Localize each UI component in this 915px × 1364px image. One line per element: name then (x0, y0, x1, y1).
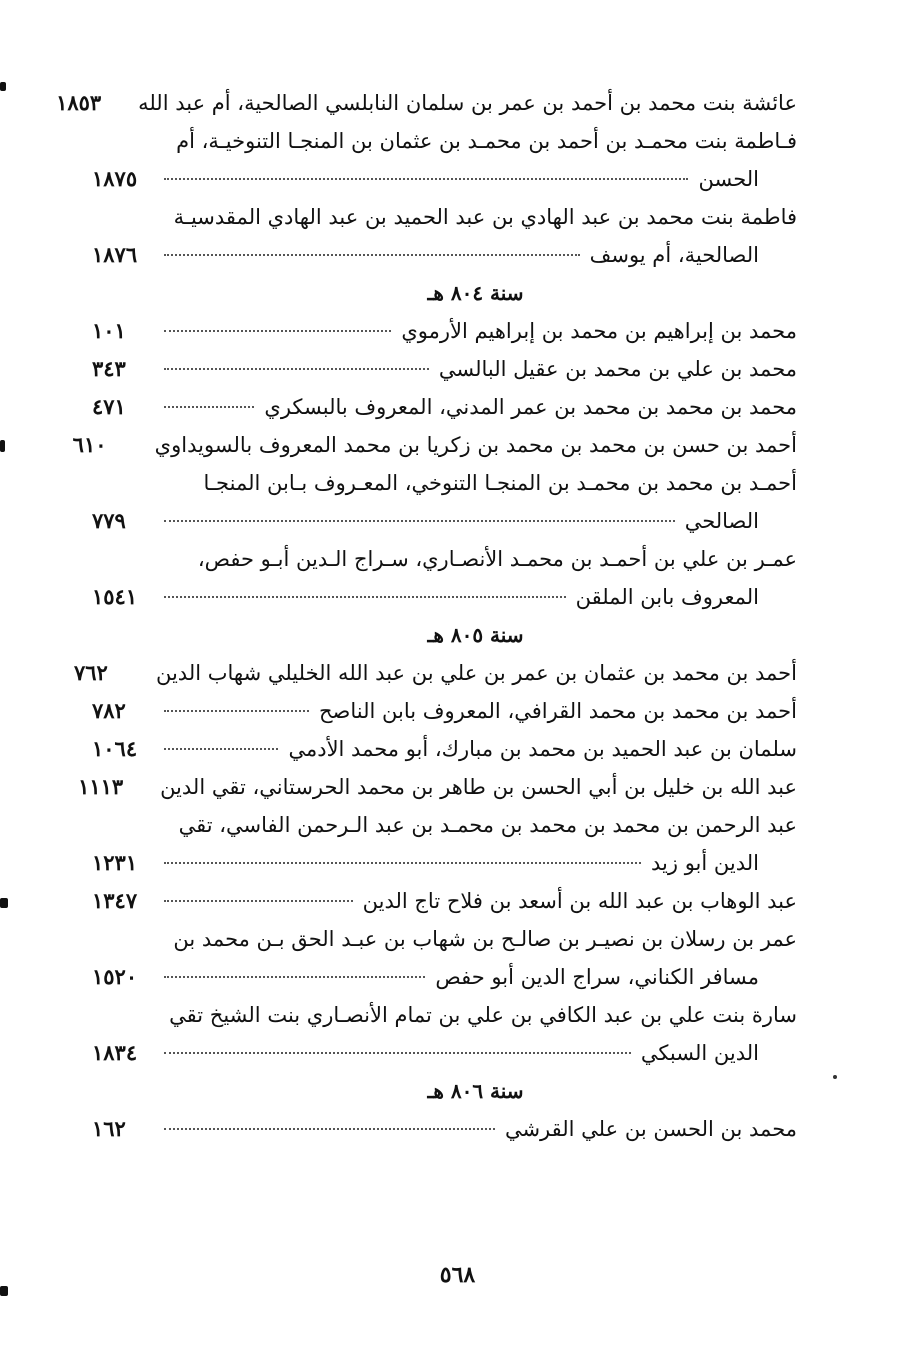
entry-line (92, 996, 797, 1034)
index-entry (92, 350, 797, 388)
dot-leader (164, 330, 391, 332)
index-entry (56, 84, 797, 122)
ink-speck (833, 1075, 837, 1079)
entry-line (92, 578, 797, 616)
entry-number: ٦١٠ (72, 432, 107, 457)
entry-line (92, 958, 797, 996)
entry-line (92, 464, 797, 502)
left-edge-mark (0, 1286, 8, 1296)
entry-number: ٧٦٢ (73, 660, 108, 685)
year-heading: سنة ٨٠٤ هـ (427, 281, 524, 305)
entry-line (92, 160, 797, 198)
left-edge-mark (0, 82, 6, 91)
index-entry (92, 540, 797, 616)
entry-line (56, 84, 797, 122)
index-entry (72, 426, 797, 464)
entry-number: ١٨٥٣ (56, 90, 102, 115)
entry-line (72, 426, 797, 464)
index-entry (92, 388, 797, 426)
entry-number: ٧٧٩ (92, 508, 126, 533)
entry-number: ١٦٢ (92, 1116, 126, 1141)
entry-text: عمر بن رسلان بن نصيـر بن صالـح بن شهاب بن عبـد الحق بـن محمد بن (173, 927, 797, 951)
left-edge-mark (0, 440, 5, 452)
entry-number: ١٥٤١ (92, 584, 138, 609)
entry-line (92, 312, 797, 350)
entry-text: أحمد بن محمد بن عثمان بن عمر بن علي بن عبد الله الخليلي شهاب الدين (155, 661, 797, 685)
dot-leader (164, 520, 675, 522)
entry-text: الدين أبو زيد (651, 851, 759, 875)
entry-line (92, 692, 797, 730)
entry-text: عمـر بن علي بن أحمـد بن محمـد الأنصـاري، سـراج الـدين أبـو حفص، (197, 547, 797, 571)
entry-text: سارة بنت علي بن عبد الكافي بن علي بن تمام الأنصـاري بنت الشيخ تقي (169, 1003, 797, 1027)
index-entry (73, 654, 797, 692)
entry-line (92, 730, 797, 768)
index-entry (92, 312, 797, 350)
dot-leader (164, 976, 425, 978)
dot-leader (164, 862, 641, 864)
index-entry (92, 806, 797, 882)
entry-line (92, 920, 797, 958)
entry-text: عبد الوهاب بن عبد الله بن أسعد بن فلاح تاج الدين (362, 889, 797, 913)
index-entry (78, 768, 797, 806)
entry-line (78, 768, 797, 806)
entry-number: ١٨٧٥ (92, 166, 138, 191)
entry-line (92, 1034, 797, 1072)
dot-leader (164, 254, 580, 256)
entry-number: ١٠٦٤ (92, 736, 138, 761)
entry-text: أحمـد بن محمد بن محمـد بن المنجـا التنوخي، المعـروف بـابن المنجـا (203, 471, 797, 495)
entry-line (92, 844, 797, 882)
entry-number: ٣٤٣ (92, 356, 126, 381)
dot-leader (164, 178, 688, 180)
entry-text: فـاطمة بنت محمـد بن أحمد بن محمـد بن عثمان بن المنجـا التنوخيـة، أم (176, 129, 797, 153)
entry-line (92, 882, 797, 920)
dot-leader (164, 1128, 495, 1130)
entry-text: عبد الله بن خليل بن أبي الحسن بن طاهر بن محمد الحرستاني، تقي الدين (160, 775, 797, 799)
entry-text: عائشة بنت محمد بن أحمد بن عمر بن سلمان النابلسي الصالحية، أم عبد الله (138, 91, 797, 115)
entry-text: أحمد بن حسن بن محمد بن محمد بن زكريا بن محمد المعروف بالسويداوي (154, 433, 797, 457)
dot-leader (164, 406, 254, 408)
entry-line (92, 806, 797, 844)
index-entry (92, 920, 797, 996)
entry-line (92, 502, 797, 540)
entry-text: محمد بن إبراهيم بن محمد بن إبراهيم الأرموي (401, 319, 797, 343)
entry-text: الحسن (698, 167, 759, 191)
entry-text: فاطمة بنت محمد بن عبد الهادي بن عبد الحميد بن عبد الهادي المقدسيـة (173, 205, 797, 229)
entry-number: ٤٧١ (92, 394, 126, 419)
index-entry (92, 122, 797, 198)
dot-leader (164, 368, 429, 370)
index-entry (92, 464, 797, 540)
year-heading: سنة ٨٠٦ هـ (427, 1079, 524, 1103)
index-entry (92, 882, 797, 920)
index-entries (56, 84, 797, 1148)
entry-text: المعروف بابن الملقن (575, 585, 759, 609)
entry-number: ١٨٣٤ (92, 1040, 138, 1065)
entry-text: سلمان بن عبد الحميد بن محمد بن مبارك، أبو محمد الأدمي (288, 737, 797, 761)
entry-text: عبد الرحمن بن محمد بن محمد بن محمـد بن عبد الـرحمن الفاسي، تقي (178, 813, 797, 837)
entry-number: ١١١٣ (78, 774, 124, 799)
index-entry (92, 1110, 797, 1148)
dot-leader (164, 1052, 631, 1054)
entry-line (92, 236, 797, 274)
entry-text: الصالحية، أم يوسف (589, 243, 759, 267)
left-edge-mark (0, 898, 8, 908)
entry-number: ٧٨٢ (92, 698, 126, 723)
entry-line (92, 122, 797, 160)
index-entry (92, 198, 797, 274)
dot-leader (164, 900, 353, 902)
entry-text: محمد بن الحسن بن علي القرشي (504, 1117, 797, 1141)
year-heading: سنة ٨٠٥ هـ (427, 623, 524, 647)
entry-number: ١٥٢٠ (92, 964, 138, 989)
entry-line (92, 350, 797, 388)
page-number: ٥٦٨ (439, 1262, 476, 1288)
entry-text: محمد بن علي بن محمد بن عقيل البالسي (438, 357, 797, 381)
entry-text: الصالحي (684, 509, 759, 533)
entry-number: ١٠١ (92, 318, 126, 343)
entry-number: ١٢٣١ (92, 850, 138, 875)
dot-leader (164, 710, 309, 712)
dot-leader (164, 596, 566, 598)
entry-text: مسافر الكناني، سراج الدين أبو حفص (435, 965, 759, 989)
entry-text: محمد بن محمد بن محمد بن عمر المدني، المعروف بالبسكري (264, 395, 797, 419)
entry-line (92, 540, 797, 578)
dot-leader (164, 748, 278, 750)
entry-line (73, 654, 797, 692)
entry-number: ١٣٤٧ (92, 888, 138, 913)
entry-line (92, 1110, 797, 1148)
entry-line (92, 198, 797, 236)
entry-line (92, 388, 797, 426)
index-entry (92, 692, 797, 730)
entry-number: ١٨٧٦ (92, 242, 138, 267)
entry-text: أحمد بن محمد بن محمد القرافي، المعروف بابن الناصح (318, 699, 797, 723)
entry-text: الدين السبكي (640, 1041, 759, 1065)
index-entry (92, 996, 797, 1072)
index-entry (92, 730, 797, 768)
